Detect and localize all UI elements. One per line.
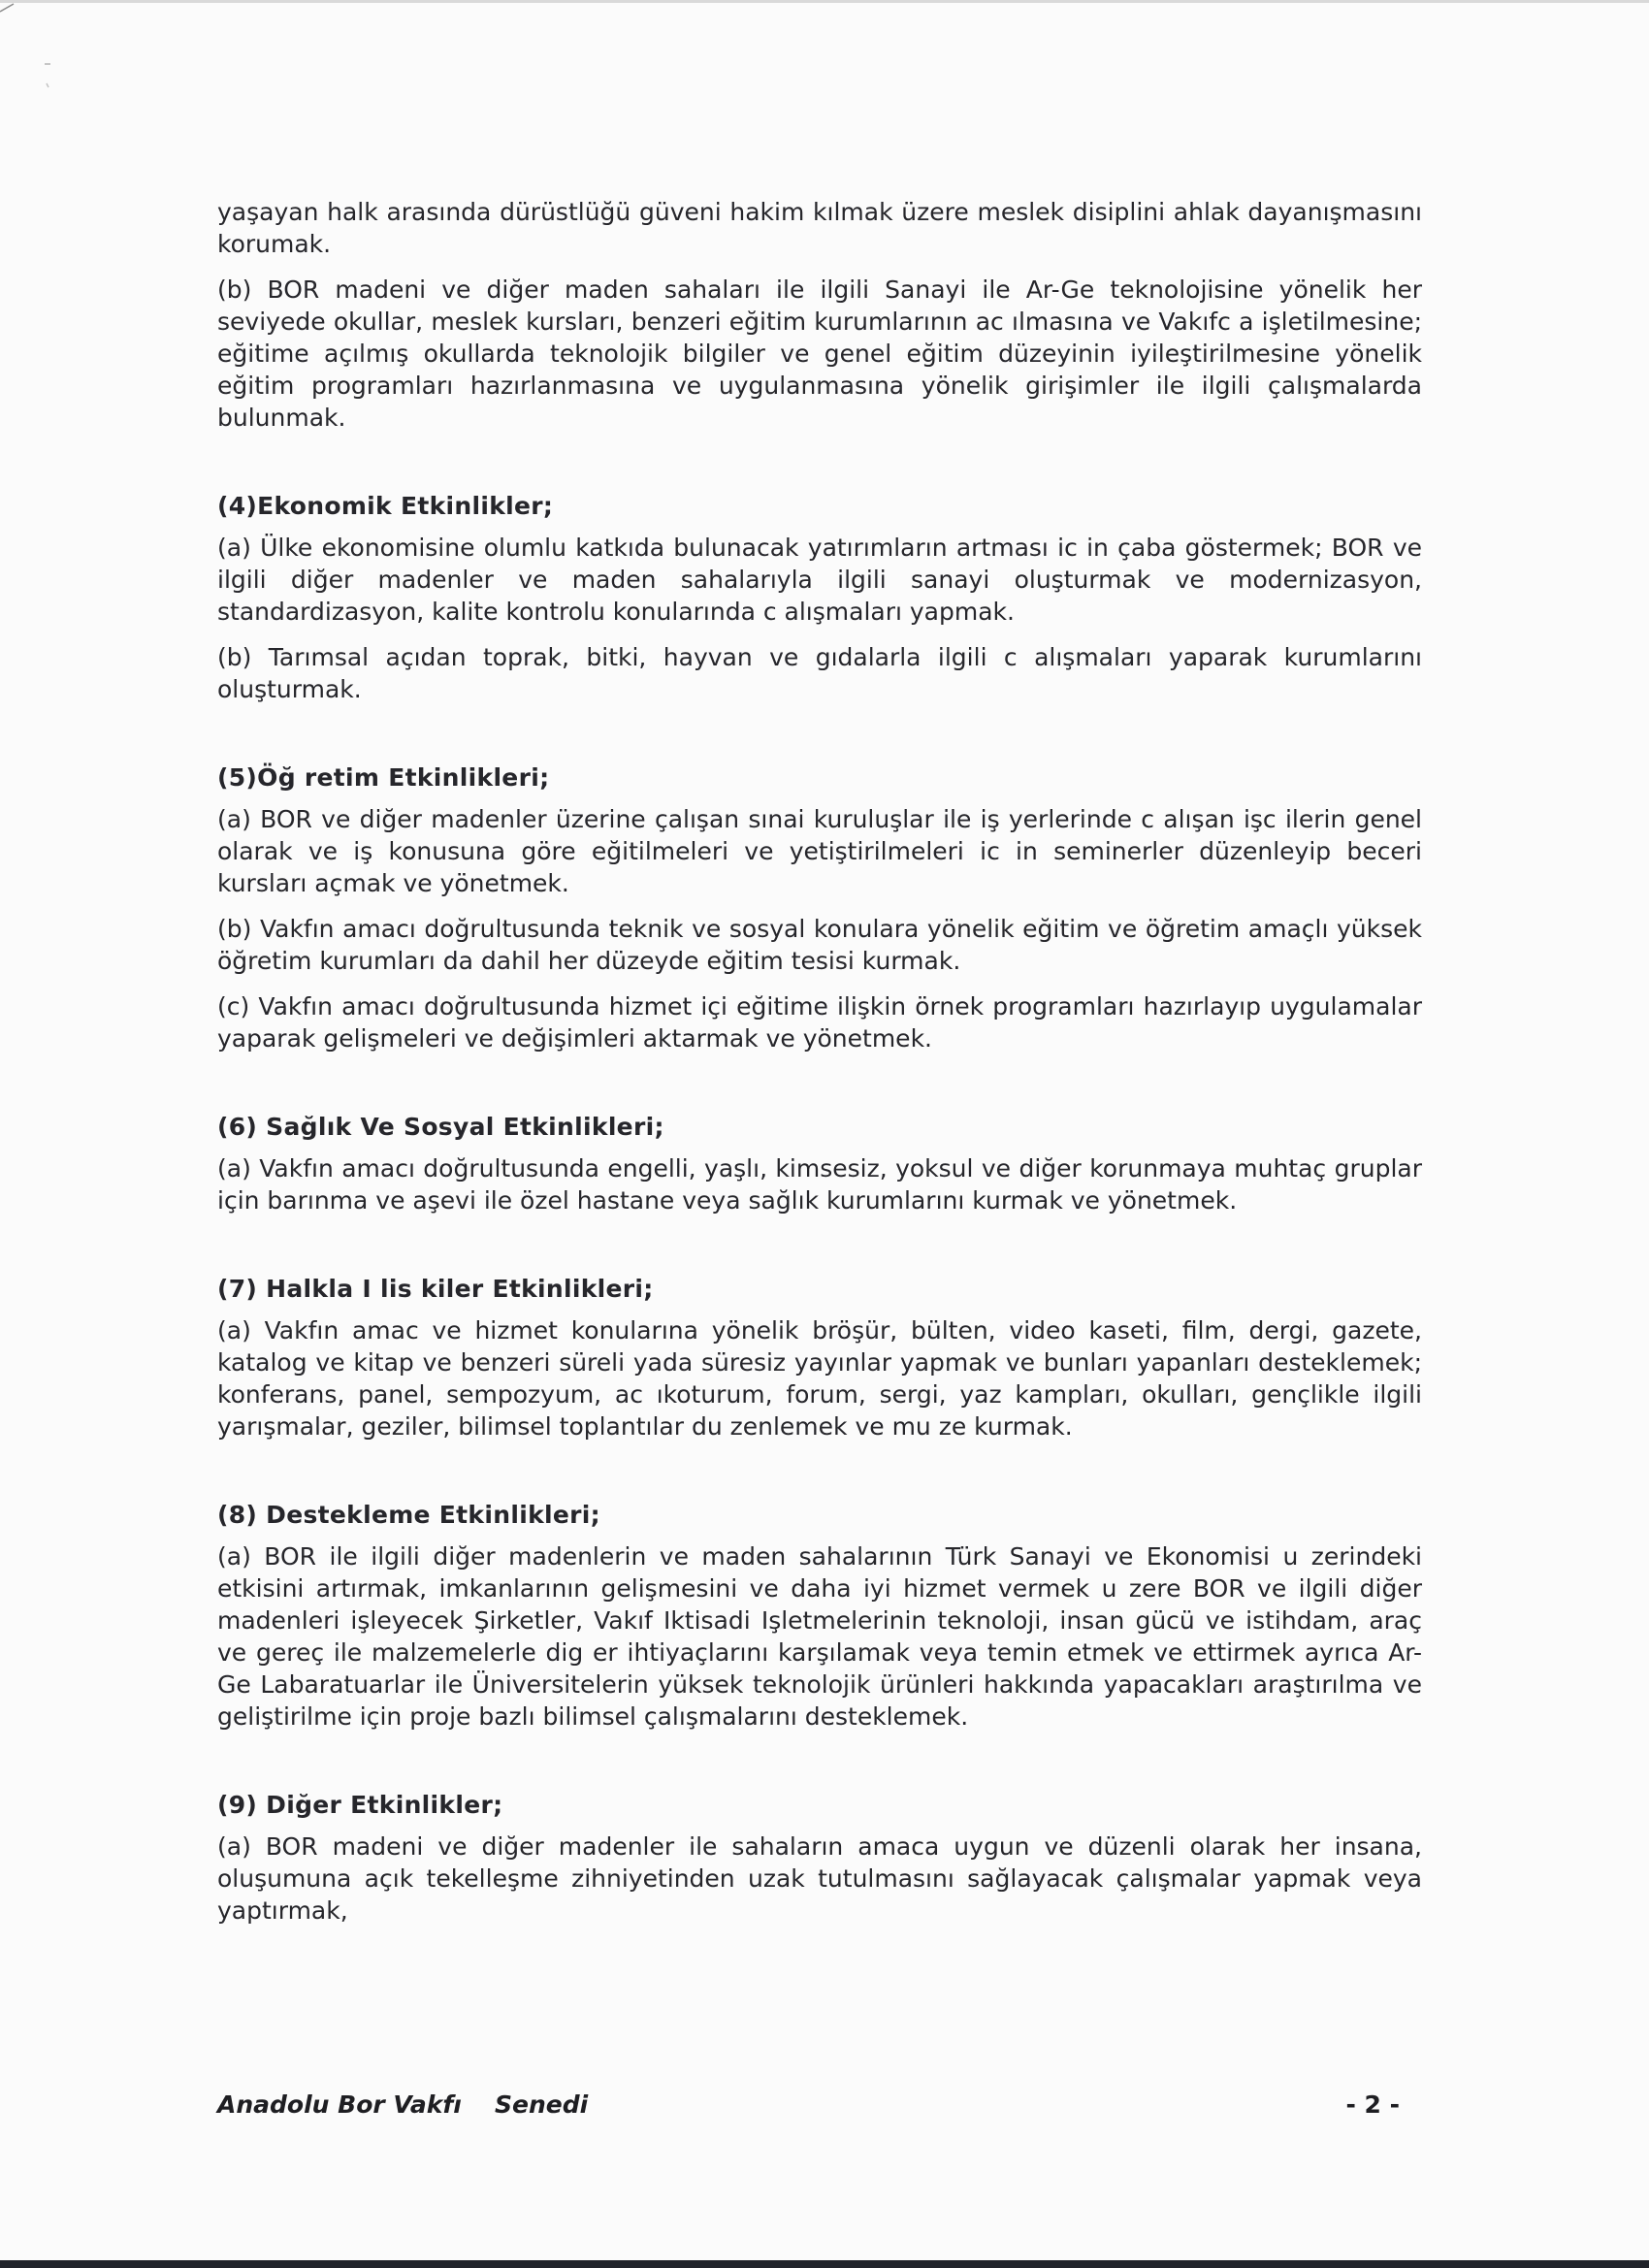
section-4-item-a: (a) Ülke ekonomisine olumlu katkıda bulunacak yatırımların artması ic in çaba göstermek; BOR ve ilgili diğer madenler ve maden sahalarıyla ilgili sanayi oluşturmak ve modernizasyon, standardizasyon, kalite kontrolu konularında c alışmaları yapmak. — [217, 534, 1422, 626]
scan-artifact-mark — [0, 0, 58, 97]
section-8-heading: (8) Destekleme Etkinlikleri; — [217, 1501, 600, 1529]
paragraph-3b: (b) BOR madeni ve diğer maden sahaları ile ilgili Sanayi ile Ar-Ge teknolojisine yönelik her seviyede okullar, meslek kursları, benzeri eğitim kurumlarının ac ılmasına ve Vakıfc a işletilmesine; eğitime açılmış okullarda teknolojik bilgiler ve genel eğitim düzeyinin iyileştirilmesine yönelik eğitim programları hazırlanmasına ve uygulanmasına yönelik girişimler ile ilgili çalışmalarda bulunmak. — [217, 275, 1422, 432]
paragraph-continuation: yaşayan halk arasında dürüstlüğü güveni hakim kılmak üzere meslek disiplini ahlak dayanışmasını korumak. — [217, 198, 1422, 258]
section-9-heading: (9) Diğer Etkinlikler; — [217, 1791, 503, 1819]
scan-edge-bottom — [0, 2260, 1649, 2268]
section-6-item-a: (a) Vakfın amacı doğrultusunda engelli, yaşlı, kimsesiz, yoksul ve diğer korunmaya muhtaç gruplar için barınma ve aşevi ile özel hastane veya sağlık kurumlarını kurmak ve yönetmek. — [217, 1154, 1422, 1215]
footer-page-number: - 2 - — [1345, 2090, 1400, 2119]
section-4-heading: (4)Ekonomik Etkinlikler; — [217, 492, 554, 520]
section-6-heading: (6) Sağlık Ve Sosyal Etkinlikleri; — [217, 1113, 664, 1141]
section-5-heading: (5)Öğ retim Etkinlikleri; — [217, 763, 550, 792]
footer-document-suffix: Senedi — [495, 2090, 589, 2119]
section-5-item-c: (c) Vakfın amacı doğrultusunda hizmet içi eğitime ilişkin örnek programları hazırlayıp uygulamalar yaparak gelişmeleri ve değişimleri aktarmak ve yönetmek. — [217, 992, 1422, 1053]
section-5-item-b: (b) Vakfın amacı doğrultusunda teknik ve sosyal konulara yönelik eğitim ve öğretim amaçlı yüksek öğretim kurumları da dahil her düzeyde eğitim tesisi kurmak. — [217, 915, 1422, 975]
section-8-item-a: (a) BOR ile ilgili diğer madenlerin ve maden sahalarının Türk Sanayi ve Ekonomisi u zerindeki etkisini artırmak, imkanlarının gelişmesini ve daha iyi hizmet vermek u zere BOR ve ilgili diğer madenleri işleyecek Şirketler, Vakıf Iktisadi Işletmelerinin teknoloji, insan gücü ve istihdam, araç ve gereç ile malzemelerle dig er ihtiyaçlarını karşılamak veya temin etmek ve ettirmek ayrıca Ar-Ge Labaratuarlar ile Üniversitelerin yüksek teknolojik ürünleri hakkında yapacakları araştırılma ve geliştirilme için proje bazlı bilimsel çalışmalarını desteklemek. — [217, 1542, 1422, 1731]
footer-document-name: Anadolu Bor Vakfı — [217, 2090, 462, 2119]
section-5-item-a: (a) BOR ve diğer madenler üzerine çalışan sınai kuruluşlar ile iş yerlerinde c alışan işc ilerin genel olarak ve iş konusuna göre eğitilmeleri ve yetiştirilmeleri ic in seminerler düzenleyip beceri kursları açmak ve yönetmek. — [217, 805, 1422, 897]
section-9-item-a: (a) BOR madeni ve diğer madenler ile sahaların amaca uygun ve düzenli olarak her insana, oluşumuna açık tekelleşme zihniyetinden uzak tutulmasını sağlayacak çalışmalar yapmak veya yaptırmak, — [217, 1832, 1422, 1925]
scan-edge-top — [0, 0, 1649, 3]
section-7-item-a: (a) Vakfın amac ve hizmet konularına yönelik bröşür, bülten, video kaseti, film, dergi, gazete, katalog ve kitap ve benzeri süreli yada süresiz yayınlar yapmak ve bunları yapanları desteklemek; konferans, panel, sempozyum, ac ıkoturum, forum, sergi, yaz kampları, okulları, gençlikle ilgili yarışmalar, geziler, bilimsel toplantılar du zenlemek ve mu ze kurmak. — [217, 1316, 1422, 1441]
section-7-heading: (7) Halkla I lis kiler Etkinlikleri; — [217, 1275, 654, 1303]
section-4-item-b: (b) Tarımsal açıdan toprak, bitki, hayvan ve gıdalarla ilgili c alışmaları yaparak kurumlarını oluşturmak. — [217, 643, 1422, 703]
document-body — [217, 196, 1422, 1940]
